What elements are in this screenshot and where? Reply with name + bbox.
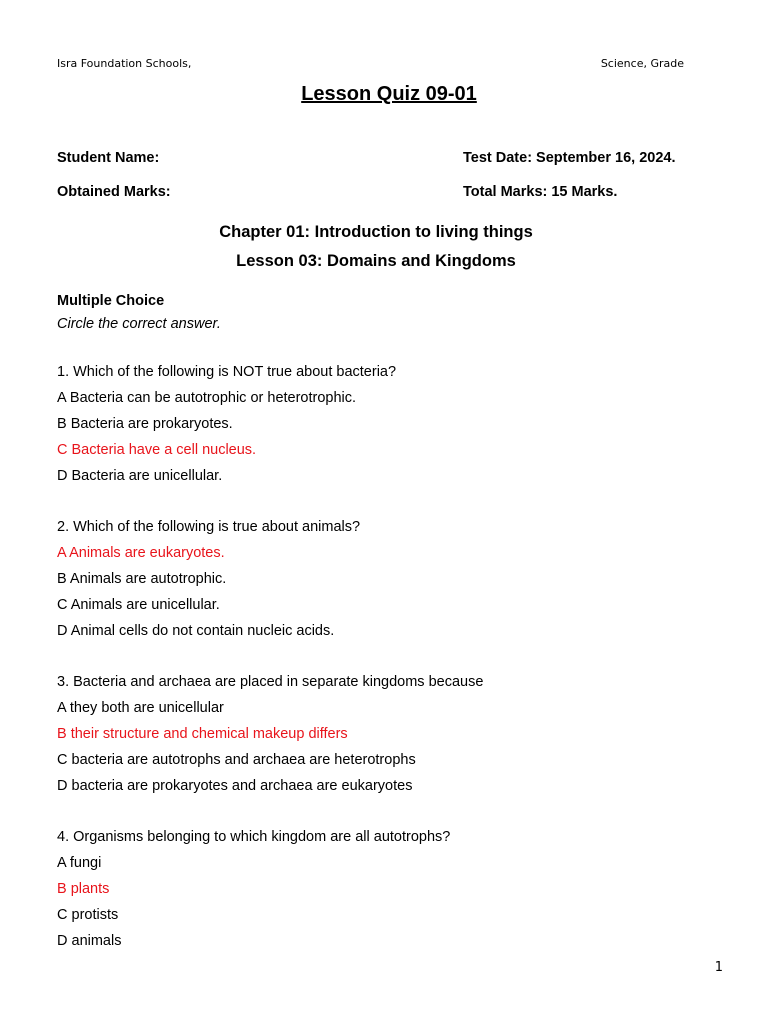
question-3 xyxy=(57,669,717,799)
question-text: 1. Which of the following is NOT true about bacteria? xyxy=(57,364,397,380)
test-date: Test Date: September 16, 2024. xyxy=(463,150,676,166)
obtained-marks-label: Obtained Marks: xyxy=(57,184,171,200)
section-title: Multiple Choice xyxy=(57,293,165,309)
option-c[interactable]: C Animals are unicellular. xyxy=(57,597,220,613)
question-1 xyxy=(57,359,717,489)
question-text: 3. Bacteria and archaea are placed in separate kingdoms because xyxy=(57,674,484,690)
option-c[interactable]: C bacteria are autotrophs and archaea are heterotrophs xyxy=(57,752,416,768)
option-d[interactable]: D bacteria are prokaryotes and archaea are eukaryotes xyxy=(57,778,413,794)
question-text: 2. Which of the following is true about animals? xyxy=(57,519,361,535)
student-name-label: Student Name: xyxy=(57,150,160,166)
option-d[interactable]: D Animal cells do not contain nucleic acids. xyxy=(57,623,335,639)
option-c-correct[interactable]: C Bacteria have a cell nucleus. xyxy=(57,442,257,458)
option-c[interactable]: C protists xyxy=(57,907,119,923)
option-b-correct[interactable]: B their structure and chemical makeup differs xyxy=(57,726,348,742)
option-a[interactable]: A they both are unicellular xyxy=(57,700,224,716)
option-a[interactable]: A Bacteria can be autotrophic or heterotrophic. xyxy=(57,390,357,406)
option-a[interactable]: A fungi xyxy=(57,855,102,871)
total-marks: Total Marks: 15 Marks. xyxy=(463,184,618,200)
option-d[interactable]: D animals xyxy=(57,933,122,949)
section-instruction: Circle the correct answer. xyxy=(57,316,221,332)
school-name: Isra Foundation Schools, xyxy=(57,57,192,70)
quiz-title: Lesson Quiz 09-01 xyxy=(301,83,477,105)
lesson-heading: Lesson 03: Domains and Kingdoms xyxy=(236,252,516,270)
option-b[interactable]: B Bacteria are prokaryotes. xyxy=(57,416,233,432)
question-4 xyxy=(57,824,717,954)
option-d[interactable]: D Bacteria are unicellular. xyxy=(57,468,223,484)
chapter-heading: Chapter 01: Introduction to living things xyxy=(219,223,533,241)
question-2 xyxy=(57,514,717,644)
subject-grade: Science, Grade xyxy=(600,57,684,70)
page-number: 1 xyxy=(714,960,723,975)
option-a-correct[interactable]: A Animals are eukaryotes. xyxy=(57,545,225,561)
question-text: 4. Organisms belonging to which kingdom are all autotrophs? xyxy=(57,829,451,845)
option-b[interactable]: B Animals are autotrophic. xyxy=(57,571,227,587)
option-b-correct[interactable]: B plants xyxy=(57,881,110,897)
